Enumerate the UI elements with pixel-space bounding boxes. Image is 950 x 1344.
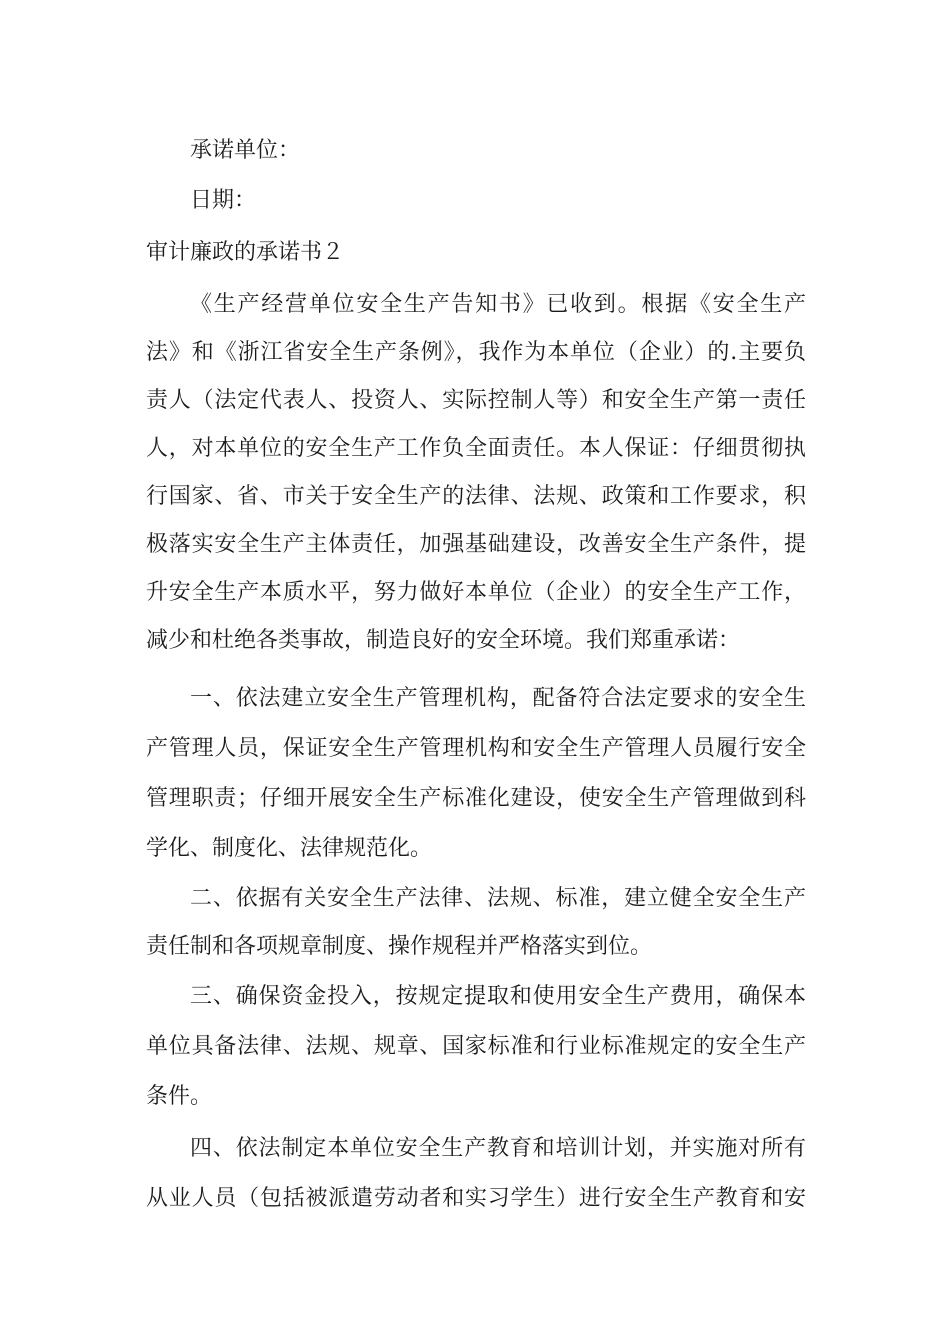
paragraph-line: 管理职责；仔细开展安全生产标准化建设，使安全生产管理做到科 xyxy=(146,786,806,811)
paragraph-line: 法》和《浙江省安全生产条例》，我作为本单位（企业）的.主要负 xyxy=(146,340,806,365)
paragraph-line: 二、依据有关安全生产法律、法规、标准，建立健全安全生产 xyxy=(190,886,806,911)
paragraph-line: 产管理人员，保证安全生产管理机构和安全生产管理人员履行安全 xyxy=(146,736,806,761)
paragraph-line: 人，对本单位的安全生产工作负全面责任。本人保证：仔细贯彻执 xyxy=(146,436,806,461)
paragraph-line: 学化、制度化、法律规范化。 xyxy=(146,836,433,861)
paragraph-line: 极落实安全生产主体责任，加强基础建设，改善安全生产条件，提 xyxy=(146,532,806,557)
paragraph-line: 责人（法定代表人、投资人、实际控制人等）和安全生产第一责任 xyxy=(146,388,806,413)
signature-unit-label: 承诺单位： xyxy=(190,138,301,163)
paragraph-line: 行国家、省、市关于安全生产的法律、法规、政策和工作要求，积 xyxy=(146,484,806,509)
paragraph-line: 条件。 xyxy=(146,1084,213,1109)
paragraph-line: 单位具备法律、法规、规章、国家标准和行业标准规定的安全生产 xyxy=(146,1034,806,1059)
paragraph-line: 责任制和各项规章制度、操作规程并严格落实到位。 xyxy=(146,934,653,959)
section-title: 审计廉政的承诺书２ xyxy=(146,240,345,265)
signature-date-label: 日期： xyxy=(190,188,257,213)
paragraph-line: 三、确保资金投入，按规定提取和使用安全生产费用，确保本 xyxy=(190,984,806,1009)
paragraph-line: 升安全生产本质水平，努力做好本单位（企业）的安全生产工作， xyxy=(146,580,806,605)
paragraph-line: 一、依法建立安全生产管理机构，配备符合法定要求的安全生 xyxy=(190,686,806,711)
paragraph-line: 四、依法制定本单位安全生产教育和培训计划，并实施对所有 xyxy=(190,1136,806,1161)
paragraph-line: 减少和杜绝各类事故，制造良好的安全环境。我们郑重承诺： xyxy=(146,628,741,653)
paragraph-line: 从业人员（包括被派遣劳动者和实习学生）进行安全生产教育和安 xyxy=(146,1186,806,1211)
paragraph-line: 《生产经营单位安全生产告知书》已收到。根据《安全生产 xyxy=(190,292,806,317)
